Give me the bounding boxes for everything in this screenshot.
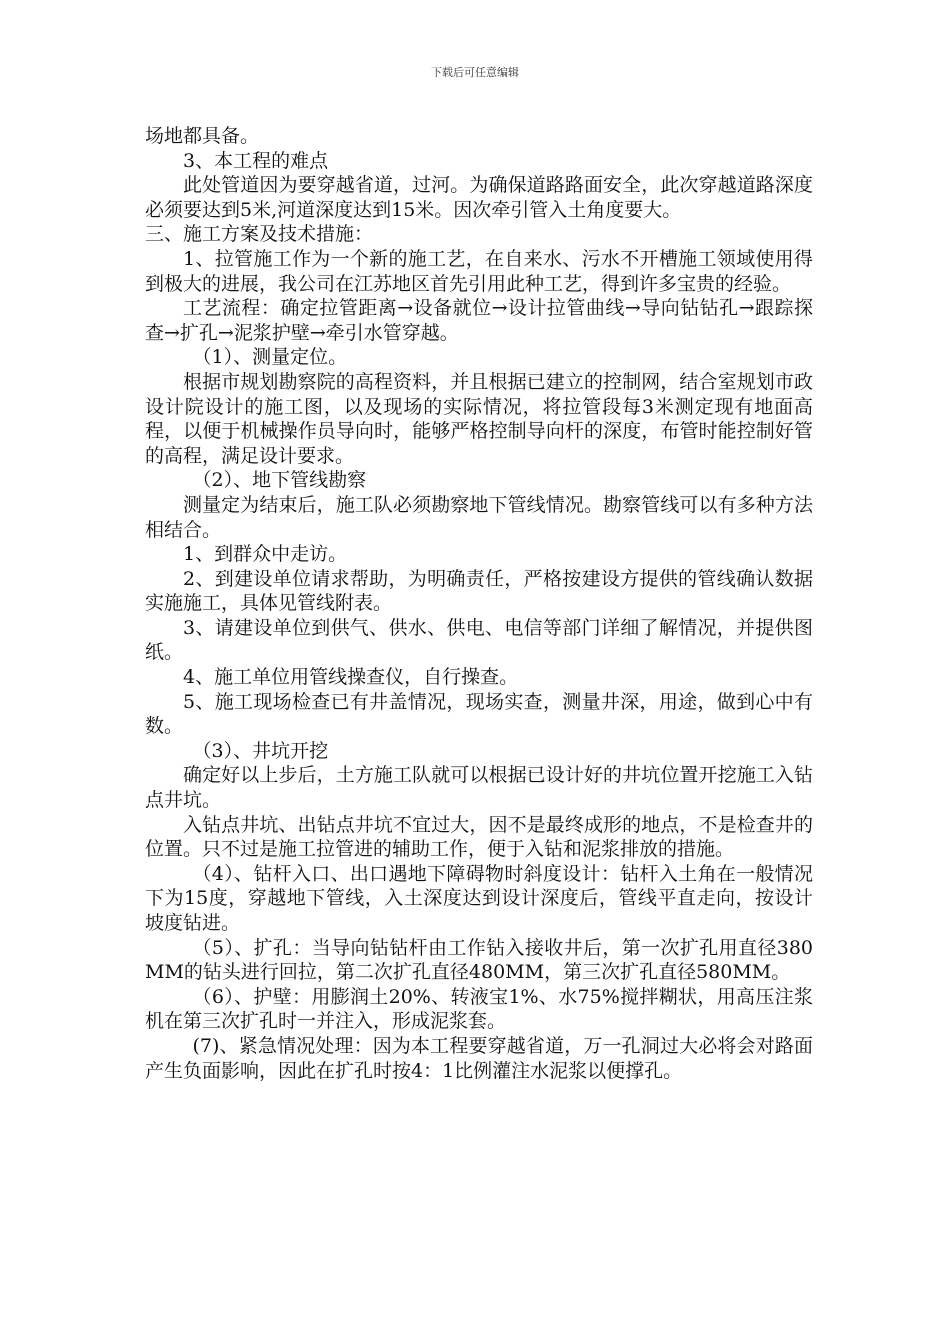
- paragraph: 工艺流程：确定拉管距离→设备就位→设计拉管曲线→导向钻钻孔→跟踪探查→扩孔→泥浆护壁→牵引水管穿越。: [145, 297, 813, 344]
- document-body: [145, 124, 813, 1083]
- list-item: 2、到建设单位请求帮助，为明确责任，严格按建设方提供的管线确认数据实施施工，具体见管线附表。: [145, 567, 813, 615]
- paragraph: 此处管道因为要穿越省道，过河。为确保道路路面安全，此次穿越道路深度必须要达到5米,河道深度达到15米。因次牵引管入土角度要大。: [145, 174, 813, 221]
- list-item: 1、到群众中走访。: [183, 543, 348, 566]
- paragraph: (7)、紧急情况处理：因为本工程要穿越省道，万一孔洞过大必将会对路面产生负面影响，因此在扩孔时按4：1比例灌注水泥浆以便撑孔。: [145, 1034, 813, 1082]
- paragraph: （5）、扩孔：当导向钻钻杆由工作钻入接收井后，第一次扩孔用直径380MM的钻头进行回拉，第二次扩孔直径480MM，第三次扩孔直径580MM。: [145, 936, 813, 984]
- paragraph: 1、拉管施工作为一个新的施工艺，在自来水、污水不开槽施工领域使用得到极大的进展，我公司在江苏地区首先引用此种工艺，得到许多宝贵的经验。: [145, 247, 813, 295]
- subsection-heading: （2）、地下管线勘察: [192, 469, 367, 492]
- subsection-heading: （1）、测量定位。: [192, 346, 348, 369]
- paragraph: 场地都具备。: [145, 125, 260, 147]
- paragraph: （4）、钻杆入口、出口遇地下障碍物时斜度设计：钻杆入土角在一般情况下为15度，穿越地下管线，入土深度达到设计深度后，管线平直走向，按设计坡度钻进。: [145, 862, 813, 934]
- paragraph: 3、本工程的难点: [183, 149, 329, 172]
- paragraph: 入钻点井坑、出钻点井坑不宜过大，因不是最终成形的地点，不是检查井的位置。只不过是施工拉管进的辅助工作，便于入钻和泥浆排放的措施。: [145, 813, 813, 861]
- page-header: 下载后可任意编辑: [431, 66, 519, 79]
- list-item: 5、施工现场检查已有井盖情况，现场实查，测量井深，用途，做到心中有数。: [145, 690, 813, 738]
- section-heading: 三、施工方案及技术措施：: [145, 223, 374, 246]
- subsection-heading: （3）、井坑开挖: [192, 739, 329, 762]
- paragraph: 根据市规划勘察院的高程资料，并且根据已建立的控制网，结合室规划市政设计院设计的施工图，以及现场的实际情况，将拉管段每3米测定现有地面高程，以便于机械操作员导向时，能够严格控制导向杆的深度，布管时能控制好管的高程，满足设计要求。: [145, 370, 813, 467]
- paragraph: （6）、护壁：用膨润土20%、转液宝1%、水75%搅拌糊状，用高压注浆机在第三次扩孔时一并注入，形成泥浆套。: [145, 985, 813, 1033]
- paragraph: 测量定为结束后，施工队必须勘察地下管线情况。勘察管线可以有多种方法相结合。: [145, 493, 813, 541]
- list-item: 4、施工单位用管线操查仪，自行操查。: [183, 666, 519, 689]
- list-item: 3、请建设单位到供气、供水、供电、电信等部门详细了解情况，并提供图纸。: [145, 616, 813, 664]
- paragraph: 确定好以上步后，土方施工队就可以根据已设计好的井坑位置开挖施工入钻点井坑。: [145, 764, 813, 812]
